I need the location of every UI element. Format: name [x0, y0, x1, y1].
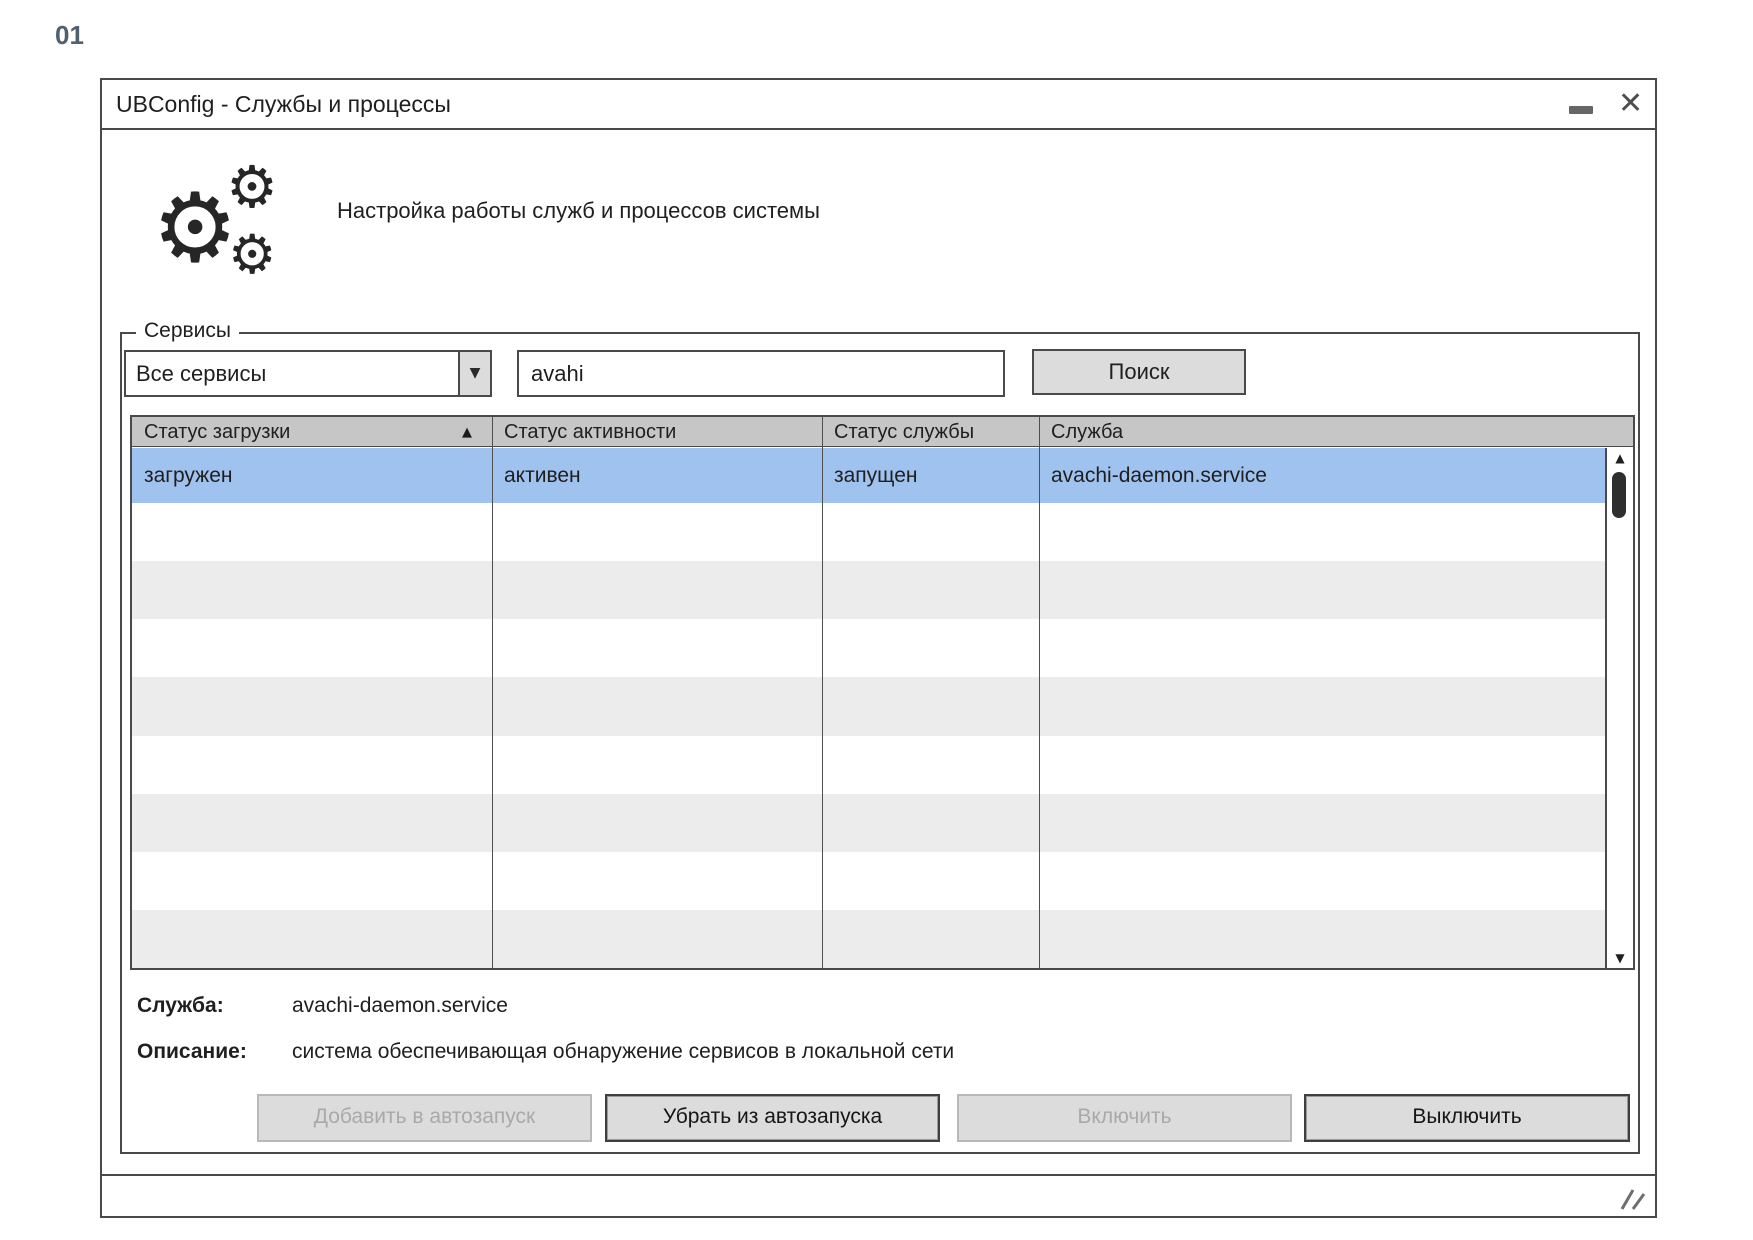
minimize-icon[interactable]	[1569, 106, 1593, 114]
remove-from-autostart-button[interactable]: Убрать из автозапуска	[605, 1094, 940, 1142]
column-header-load-status[interactable]: Статус загрузки	[144, 421, 291, 443]
services-groupbox-label: Сервисы	[136, 319, 239, 343]
table-row-empty	[132, 794, 1633, 852]
gears-icon	[152, 153, 282, 287]
table-header	[132, 417, 1633, 447]
page-subtitle: Настройка работы служб и процессов системы	[337, 198, 820, 223]
sort-ascending-icon: ▲	[462, 425, 472, 440]
title-bar[interactable]	[102, 80, 1655, 130]
table-row-empty	[132, 619, 1633, 677]
table-row-empty	[132, 852, 1633, 910]
scrollbar-thumb[interactable]	[1612, 472, 1626, 518]
column-header-service-status[interactable]: Статус службы	[834, 421, 975, 443]
close-icon[interactable]: ✕	[1618, 86, 1644, 121]
scroll-down-icon[interactable]: ▼	[1615, 951, 1625, 965]
figure-number: 01	[55, 20, 84, 50]
disable-button[interactable]: Выключить	[1304, 1094, 1630, 1142]
add-to-autostart-button[interactable]: Добавить в автозапуск	[257, 1094, 592, 1142]
column-header-activity-status[interactable]: Статус активности	[504, 421, 677, 443]
app-window	[100, 78, 1657, 1218]
window-title: UBConfig - Службы и процессы	[116, 91, 451, 117]
table-row-empty	[132, 736, 1633, 794]
cell-load-status: загружен	[144, 464, 233, 487]
table-row-empty	[132, 677, 1633, 735]
search-input[interactable]	[517, 350, 1005, 397]
service-filter-dropdown[interactable]	[124, 350, 492, 397]
search-button[interactable]: Поиск	[1032, 349, 1246, 395]
resize-grip-icon[interactable]	[1619, 1185, 1647, 1211]
table-row-empty	[132, 910, 1633, 968]
vertical-scrollbar[interactable]	[1605, 448, 1633, 968]
table-empty-rows	[132, 503, 1633, 968]
enable-button[interactable]: Включить	[957, 1094, 1292, 1142]
cell-service: avachi-daemon.service	[1051, 464, 1267, 487]
dropdown-arrow-button[interactable]	[458, 352, 490, 395]
gear-icon: ⚙	[152, 172, 239, 284]
cell-activity-status: активен	[504, 464, 581, 487]
services-table	[130, 415, 1635, 970]
cell-service-status: запущен	[834, 464, 918, 487]
service-detail-value: avachi-daemon.service	[292, 994, 508, 1017]
status-bar	[102, 1174, 1655, 1216]
table-row-selected[interactable]	[132, 448, 1633, 503]
description-detail-label: Описание:	[137, 1040, 247, 1063]
column-header-service[interactable]: Служба	[1051, 421, 1124, 443]
chevron-down-icon: ▼	[469, 365, 481, 381]
column-divider	[822, 417, 823, 968]
scroll-up-icon[interactable]: ▲	[1615, 451, 1625, 465]
gear-icon: ⚙	[228, 223, 277, 286]
description-detail-value: система обеспечивающая обнаружение сервисов в локальной сети	[292, 1040, 955, 1063]
gear-icon: ⚙	[226, 153, 278, 221]
column-divider	[1039, 417, 1040, 968]
service-detail-label: Служба:	[137, 994, 224, 1017]
table-row-empty	[132, 561, 1633, 619]
column-divider	[492, 417, 493, 968]
table-row-empty	[132, 503, 1633, 561]
dropdown-selected-value: Все сервисы	[136, 361, 267, 386]
